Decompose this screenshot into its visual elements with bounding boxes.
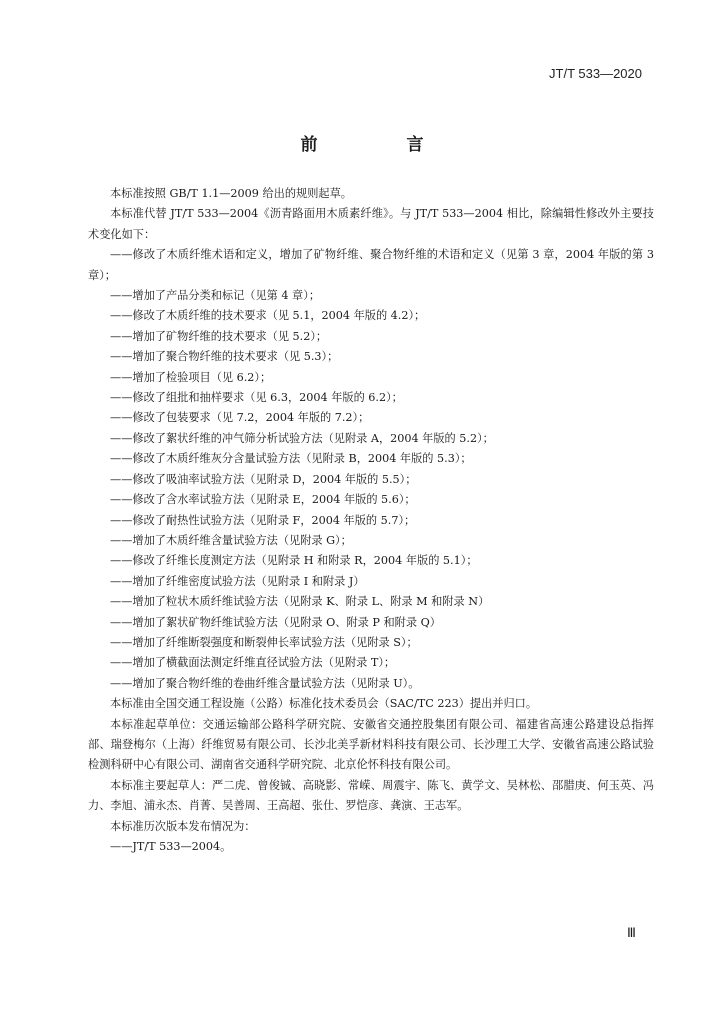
drafting-units-paragraph: 本标准起草单位：交通运输部公路科学研究院、安徽省交通控股集团有限公司、福建省高速公路建设总指挥部、瑞登梅尔（上海）纤维贸易有限公司、长沙北美孚新材料科技有限公司、长沙理工大学、安徽省高速公路试验检测科研中心有限公司、湖南省交通科学研究院、北京伦怀科技有限公司。	[88, 717, 654, 772]
change-item: ——增加了絮状矿物纤维试验方法（见附录 O、附录 P 和附录 Q）	[110, 615, 441, 629]
change-item: ——修改了木质纤维术语和定义，增加了矿物纤维、聚合物纤维的术语和定义（见第 3 章，2004 年版的第 3 章）；	[88, 248, 654, 282]
change-item: ——修改了吸油率试验方法（见附录 D，2004 年版的 5.5）；	[110, 472, 417, 486]
change-item: ——增加了矿物纤维的技术要求（见 5.2）；	[110, 329, 328, 343]
page-number: Ⅲ	[627, 925, 636, 940]
intro-paragraph: 本标准按照 GB/T 1.1—2009 给出的规则起草。	[110, 187, 352, 200]
document-body	[88, 184, 654, 857]
change-item: ——修改了耐热性试验方法（见附录 F，2004 年版的 5.7）；	[110, 513, 416, 527]
change-item: ——增加了木质纤维含量试验方法（见附录 G）；	[110, 533, 352, 547]
change-item: ——增加了纤维断裂强度和断裂伸长率试验方法（见附录 S）；	[110, 635, 418, 649]
change-item: ——修改了组批和抽样要求（见 6.3，2004 年版的 6.2）；	[110, 391, 403, 405]
change-item: ——增加了横截面法测定纤维直径试验方法（见附录 T）；	[110, 656, 396, 670]
standard-code: JT/T 533—2020	[549, 66, 642, 81]
change-item: ——修改了木质纤维的技术要求（见 5.1，2004 年版的 4.2）；	[110, 309, 426, 323]
change-item: ——增加了纤维密度试验方法（见附录 I 和附录 J）	[110, 574, 365, 588]
change-item: ——修改了絮状纤维的冲气筛分析试验方法（见附录 A，2004 年版的 5.2）；	[110, 431, 494, 445]
history-item: ——JT/T 533—2004。	[110, 840, 232, 853]
intro-paragraph: 本标准代替 JT/T 533—2004《沥青路面用木质素纤维》。与 JT/T 533—2004 相比，除编辑性修改外主要技术变化如下：	[88, 207, 654, 241]
change-item: ——增加了产品分类和标记（见第 4 章）；	[110, 289, 321, 303]
change-item: ——修改了包装要求（见 7.2，2004 年版的 7.2）；	[110, 411, 370, 425]
change-item: ——修改了含水率试验方法（见附录 E，2004 年版的 5.6）；	[110, 493, 416, 507]
change-item: ——增加了检验项目（见 6.2）；	[110, 370, 272, 384]
drafters-paragraph: 本标准主要起草人：严二虎、曾俊铖、高晓影、常嵘、周震宇、陈飞、黄学文、吴林松、邵腊庚、何玉英、冯力、李旭、浦永杰、肖菁、吴善周、王高超、张仕、罗恺彦、龚演、王志军。	[88, 778, 654, 813]
change-item: ——增加了聚合物纤维的技术要求（见 5.3）；	[110, 350, 339, 364]
change-item: ——增加了粒状木质纤维试验方法（见附录 K、附录 L、附录 M 和附录 N）	[110, 595, 490, 609]
history-heading: 本标准历次版本发布情况为：	[110, 819, 256, 833]
change-item: ——修改了木质纤维灰分含量试验方法（见附录 B，2004 年版的 5.3）；	[110, 452, 472, 466]
change-item: ——增加了聚合物纤维的卷曲纤维含量试验方法（见附录 U）。	[110, 676, 420, 690]
committee-paragraph: 本标准由全国交通工程设施（公路）标准化技术委员会（SAC/TC 223）提出并归口。	[110, 697, 538, 711]
change-item: ——修改了纤维长度测定方法（见附录 H 和附录 R，2004 年版的 5.1）；	[110, 554, 478, 568]
change-list	[88, 245, 654, 694]
page-title: 前 言	[300, 135, 460, 155]
